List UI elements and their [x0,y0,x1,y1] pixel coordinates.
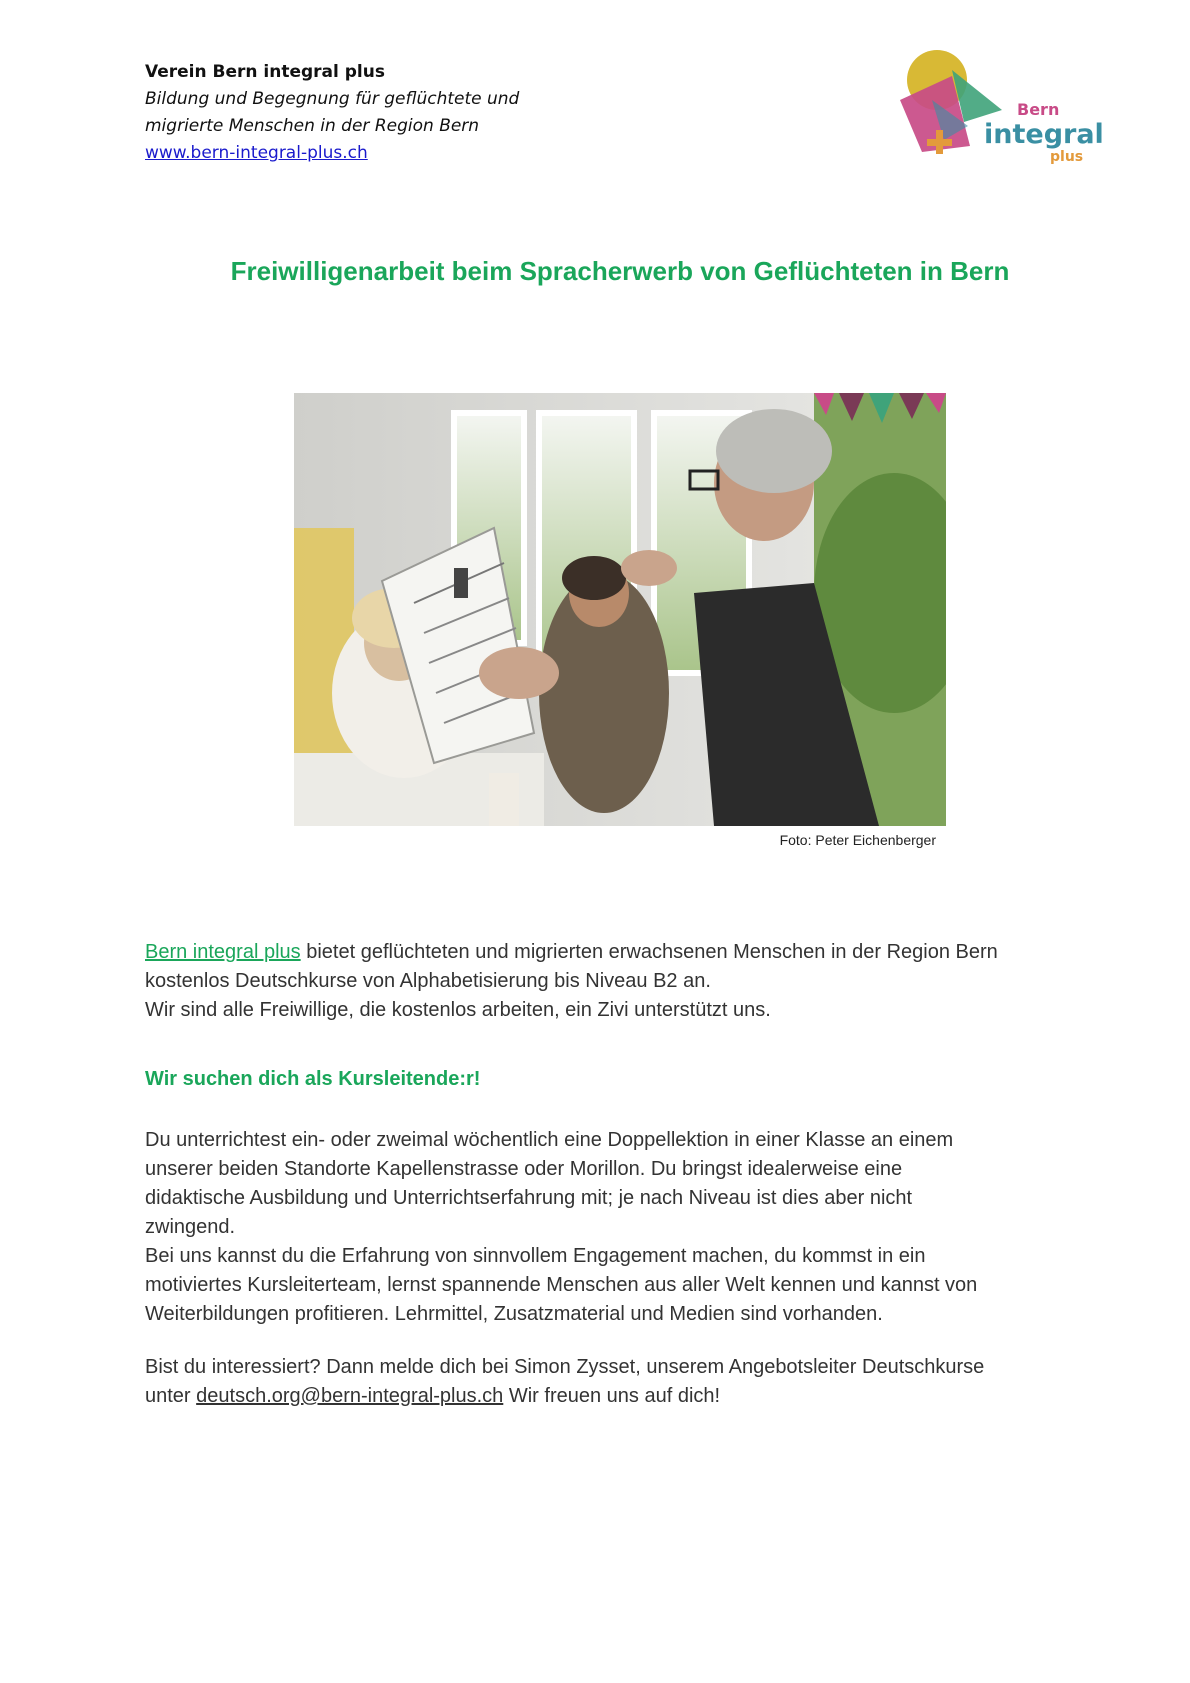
description-line-6: motiviertes Kursleiterteam, lernst spannende Menschen aus aller Welt kennen und kannst von [145,1274,978,1296]
subheading: Wir suchen dich als Kursleitende:r! [145,1068,481,1090]
contact-paragraph [145,1353,1095,1411]
logo-text-integral: integral [984,119,1102,150]
logo-text-plus: plus [1050,149,1084,165]
contact-line-2 [145,1382,1095,1411]
website-link[interactable]: www.bern-integral-plus.ch [145,143,368,163]
contact-email-link[interactable]: deutsch.org@bern-integral-plus.ch [196,1385,504,1407]
letterhead [145,58,705,167]
description-line-4: zwingend. [145,1216,236,1238]
intro-paragraph [145,938,1095,1025]
intro-line-3: Wir sind alle Freiwillige, die kostenlos arbeiten, ein Zivi unterstützt uns. [145,999,771,1021]
description-line-2: unserer beiden Standorte Kapellenstrasse oder Morillon. Du bringst idealerweise eine [145,1158,903,1180]
logo-plus-horizontal [927,139,952,146]
description-line-5: Bei uns kannst du die Erfahrung von sinnvollem Engagement machen, du kommst in ein [145,1245,926,1267]
contact-suffix: Wir freuen uns auf dich! [503,1385,721,1407]
logo-text-bern: Bern [1017,100,1060,119]
intro-line-1-text: bietet geflüchteten und migrierten erwachsenen Menschen in der Region Bern [300,941,998,963]
description-line-3: didaktische Ausbildung und Unterrichtserfahrung mit; je nach Niveau ist dies aber nicht [145,1187,913,1209]
page-title: Freiwilligenarbeit beim Spracherwerb von Geflüchteten in Bern [230,256,1010,286]
contact-prefix: unter [145,1385,197,1407]
description-line-7: Weiterbildungen profitieren. Lehrmittel, Zusatzmaterial und Medien sind vorhanden. [145,1303,883,1325]
intro-line-2: kostenlos Deutschkurse von Alphabetisierung bis Niveau B2 an. [145,970,711,992]
photo-illustration [294,393,946,826]
bern-integral-plus-link[interactable]: Bern integral plus [145,941,301,963]
description-line-1: Du unterrichtest ein- oder zweimal wöchentlich eine Doppellektion in einer Klasse an einem [145,1129,954,1151]
contact-line-1: Bist du interessiert? Dann melde dich bei Simon Zysset, unserem Angebotsleiter Deutschkurse [145,1356,985,1378]
logo-graphic [892,40,1102,170]
photo-caption: Foto: Peter Eichenberger [779,832,936,848]
bern-integral-plus-logo [892,40,1102,170]
tagline-line-1: Bildung und Begegnung für geflüchtete und [145,89,520,109]
classroom-photo [294,393,946,826]
tagline-line-2: migrierte Menschen in der Region Bern [145,116,480,136]
description-paragraph [145,1126,1095,1329]
intro-line-1 [145,938,1095,967]
organization-name: Verein Bern integral plus [145,62,385,82]
